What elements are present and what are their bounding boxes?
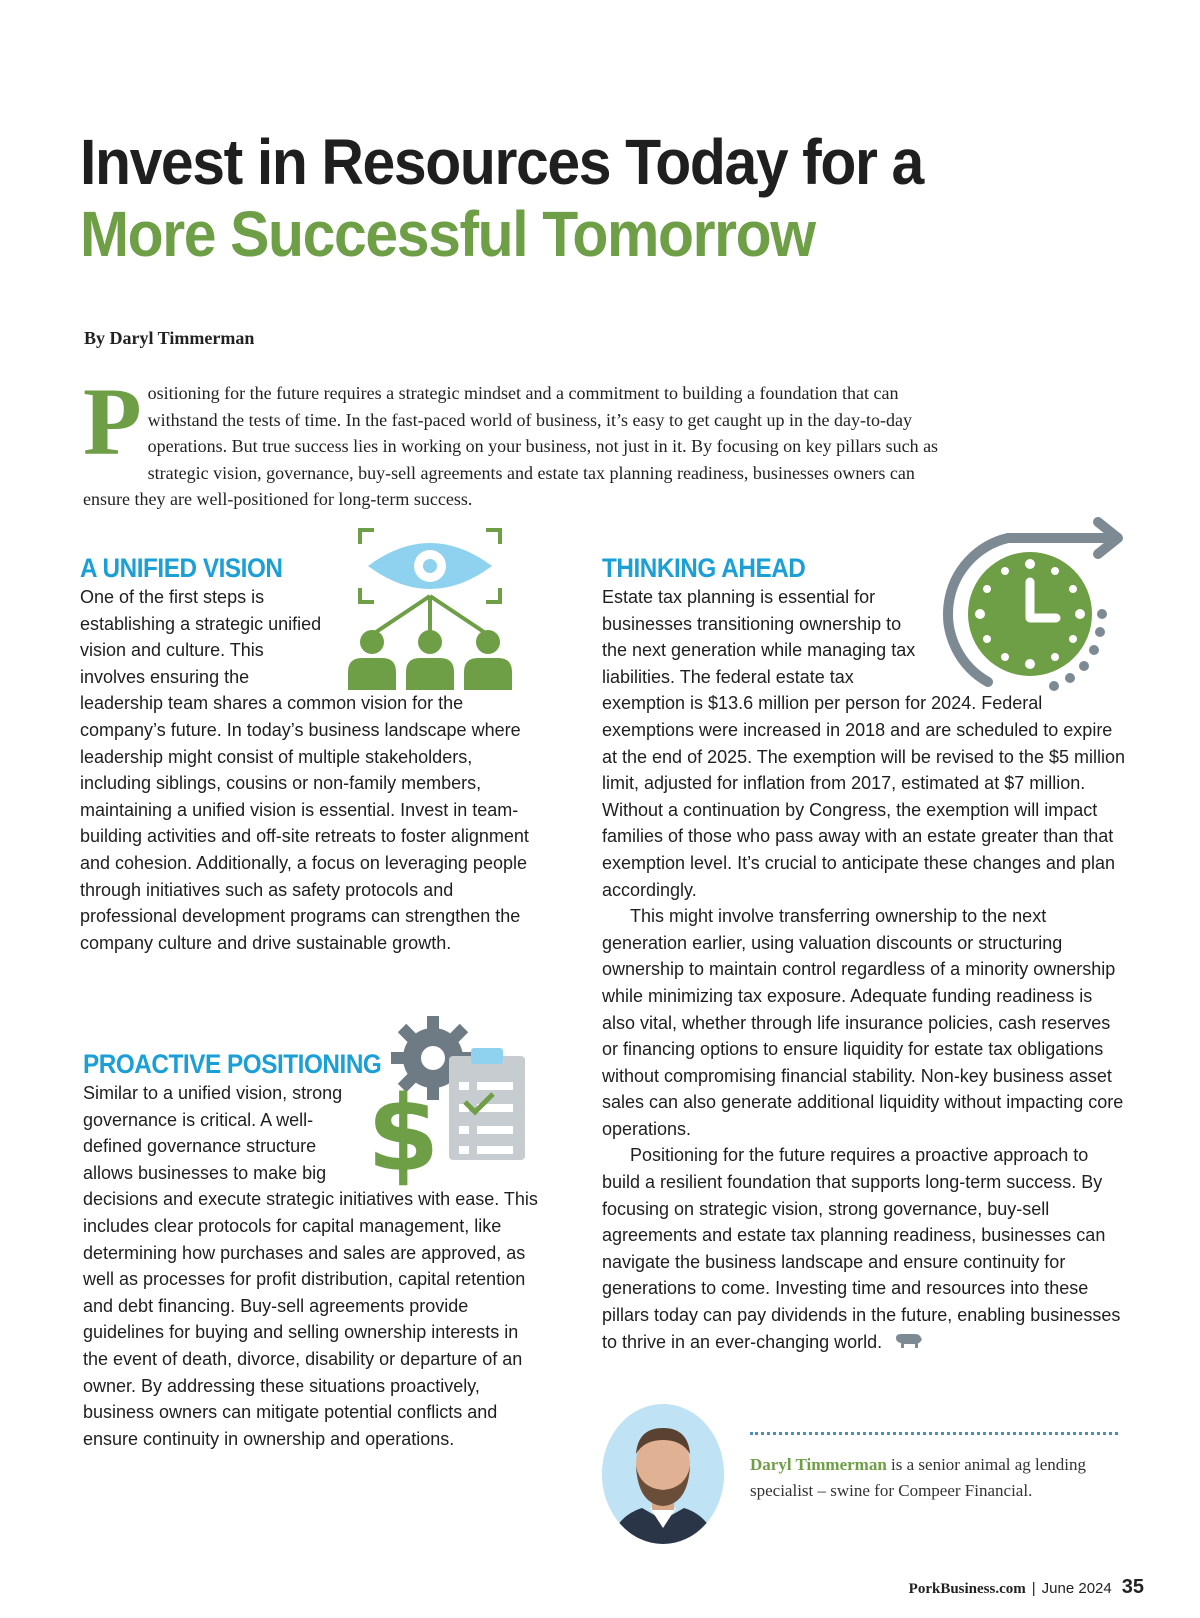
author-bio	[750, 1452, 1130, 1504]
title-line-1: Invest in Resources Today for a	[80, 126, 923, 198]
vision-icon-wrap	[340, 524, 530, 684]
bio-divider	[750, 1432, 1118, 1435]
page-number: 35	[1121, 1576, 1144, 1598]
heading-proactive-positioning: PROACTIVE POSITIONING	[83, 1049, 382, 1079]
body-thinking-ahead-p1: Estate tax planning is essential for businesses transitioning ownership to the next generation while managing tax liabilities. The federal estate tax exemption is $13.6 million per person for 2024. Federal exemptions were increased in 2018 and are scheduled to expire at the end of 2025. The exemption will be revised to the $5 million limit, adjusted for inflation from 2017, estimated at $7 million. Without a continuation by Congress, the exemption will impact families of those who pass away with an estate greater than that exemption level. It’s crucial to anticipate these changes and plan accordingly.	[602, 587, 1125, 900]
author-bio-text: is a senior animal ag lending specialist – swine for Compeer Financial.	[750, 1455, 1087, 1500]
drop-cap: P	[83, 368, 142, 475]
footer-site: PorkBusiness.com	[908, 1581, 1026, 1597]
body-thinking-ahead-p3-text: Positioning for the future requires a proactive approach to build a resilient foundation that supports long-term success. By focusing on strategic vision, strong governance, buy-sell agreements and estate tax planning readiness, businesses can navigate the business landscape and ensure continuity for generations to come. Investing time and resources into these pillars today can pay dividends in the future, enabling businesses to thrive in an ever-changing world.	[602, 1145, 1121, 1352]
pig-icon	[893, 1332, 923, 1350]
heading-unified-vision: A UNIFIED VISION	[80, 553, 283, 583]
byline: By Daryl Timmerman	[84, 328, 255, 348]
footer-separator: |	[1031, 1580, 1036, 1597]
page-footer	[909, 1576, 1144, 1599]
section-thinking-ahead	[602, 552, 1126, 1355]
body-proactive-positioning: Similar to a unified vision, strong governance is critical. A well-defined governance structure allows businesses to make big decisions and execute strategic initiatives with ease. This includes clear protocols for capital management, like determining how purchases and sales are approved, as well as processes for profit distribution, capital retention and debt financing. Buy-sell agreements provide guidelines for buying and selling ownership interests in the event of death, divorce, disability or departure of an owner. By addressing these situations proactively, business owners can mitigate potential conflicts and ensure continuity in ownership and operations.	[83, 1083, 538, 1449]
footer-date: June 2024	[1041, 1580, 1112, 1597]
planning-icon-wrap	[930, 514, 1130, 674]
author-photo-icon	[602, 1404, 724, 1544]
svg-text:$: $	[367, 1073, 440, 1190]
title-line-2: More Successful Tomorrow	[80, 198, 815, 270]
article-title	[80, 126, 1055, 270]
body-unified-vision: One of the first steps is establishing a strategic unified vision and culture. This involves ensuring the leadership team shares a common vision for the company’s future. In today’s business landscape where leadership might consist of multiple stakeholders, including siblings, cousins or non-family members, maintaining a unified vision is essential. Invest in team-building activities and off-site retreats to foster alignment and cohesion. Additionally, a focus on leveraging people through initiatives such as safety protocols and professional development programs can strengthen the company culture and drive sustainable growth.	[80, 587, 529, 953]
body-thinking-ahead-p3	[602, 1142, 1126, 1355]
section-unified-vision	[80, 552, 530, 956]
author-avatar	[602, 1404, 724, 1544]
intro-text: ositioning for the future requires a strategic mindset and a commitment to building a foundation that can withstand the tests of time. In the fast-paced world of business, it’s easy to get caught up in the day-to-day operations. But true success lies in working on your business, not just in it. By focusing on key pillars such as strategic vision, governance, buy-sell agreements and estate tax planning readiness, businesses owners can ensure they are well-positioned for long-term success.	[83, 383, 939, 509]
body-thinking-ahead-p2: This might involve transferring ownership to the next generation earlier, using valuation discounts or structuring ownership to maintain control regardless of a minority ownership while minimizing tax exposure. Adequate funding readiness is also vital, whether through life insurance policies, cash reserves or financing options to ensure liquidity for estate tax obligations without compromising financial stability. Non-key business asset sales can also generate additional liquidity without impacting core operations.	[602, 906, 1124, 1139]
heading-thinking-ahead: THINKING AHEAD	[602, 553, 806, 583]
eye-team-icon	[340, 524, 520, 699]
governance-icon-wrap	[353, 1010, 543, 1190]
author-name: Daryl Timmerman	[750, 1455, 887, 1474]
dollar-gear-clipboard-icon	[353, 1010, 543, 1190]
clock-arrow-icon	[930, 514, 1130, 694]
intro-paragraph	[83, 368, 947, 513]
section-proactive-positioning	[83, 1048, 543, 1452]
